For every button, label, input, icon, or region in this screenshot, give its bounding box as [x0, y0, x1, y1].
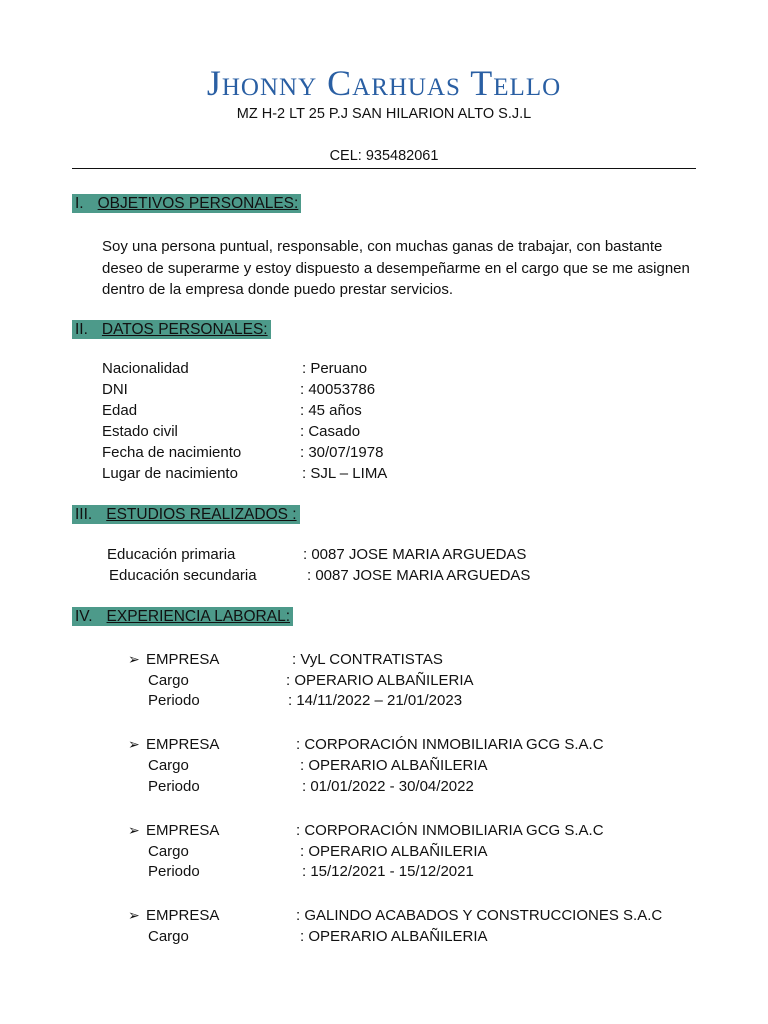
arrow-bullet-icon: ➢	[128, 651, 140, 667]
field-label: Cargo	[148, 843, 189, 860]
section-title-experience	[72, 607, 293, 626]
job-period: : 01/01/2022 - 30/04/2022	[302, 778, 474, 795]
field-value: : Casado	[300, 423, 361, 440]
job-cargo: : OPERARIO ALBAÑILERIA	[300, 757, 488, 774]
field-value: : 45 años	[300, 402, 362, 419]
field-label: Educación primaria	[107, 546, 236, 563]
section-heading: OBJETIVOS PERSONALES:	[97, 195, 299, 212]
field-label: Periodo	[148, 863, 200, 880]
field-value: : 40053786	[300, 381, 376, 398]
section-number: I.	[75, 195, 84, 212]
section-title-objectives	[72, 194, 301, 213]
job-company: : GALINDO ACABADOS Y CONSTRUCCIONES S.A.C	[296, 907, 663, 924]
candidate-name: Jhonny Carhuas Tello	[206, 63, 562, 103]
section-heading: EXPERIENCIA LABORAL:	[106, 608, 291, 625]
field-value: : 0087 JOSE MARIA ARGUEDAS	[307, 567, 531, 584]
candidate-address: MZ H-2 LT 25 P.J SAN HILARION ALTO S.J.L	[236, 106, 532, 122]
field-label: EMPRESA	[146, 907, 220, 924]
section-title-studies	[72, 505, 300, 524]
field-label: DNI	[102, 381, 128, 398]
field-label: EMPRESA	[146, 822, 220, 839]
job-company: : CORPORACIÓN INMOBILIARIA GCG S.A.C	[296, 736, 604, 753]
section-number: IV.	[75, 608, 93, 625]
job-period: : 15/12/2021 - 15/12/2021	[302, 863, 474, 880]
field-label: EMPRESA	[146, 736, 220, 753]
field-label: Educación secundaria	[109, 567, 257, 584]
job-period: : 14/11/2022 – 21/01/2023	[288, 692, 463, 709]
field-label: Lugar de nacimiento	[102, 465, 238, 482]
job-company: : CORPORACIÓN INMOBILIARIA GCG S.A.C	[296, 822, 604, 839]
job-cargo: : OPERARIO ALBAÑILERIA	[300, 843, 488, 860]
field-label: Cargo	[148, 757, 189, 774]
arrow-bullet-icon: ➢	[128, 822, 140, 838]
field-label: EMPRESA	[146, 651, 220, 668]
field-value: : 0087 JOSE MARIA ARGUEDAS	[303, 546, 527, 563]
section-number: III.	[75, 506, 93, 523]
field-label: Cargo	[148, 672, 189, 689]
field-label: Cargo	[148, 928, 189, 945]
job-cargo: : OPERARIO ALBAÑILERIA	[286, 672, 474, 689]
field-label: Estado civil	[102, 423, 178, 440]
field-value: : 30/07/1978	[300, 444, 384, 461]
section-title-personal-data	[72, 320, 271, 339]
field-label: Periodo	[148, 778, 200, 795]
field-label: Nacionalidad	[102, 360, 189, 377]
field-value: : SJL – LIMA	[302, 465, 388, 482]
field-value: : Peruano	[302, 360, 368, 377]
field-label: Fecha de nacimiento	[102, 444, 242, 461]
section-heading: DATOS PERSONALES:	[101, 321, 268, 338]
section-number: II.	[75, 321, 88, 338]
candidate-phone: CEL: 935482061	[329, 148, 439, 164]
field-label: Edad	[102, 402, 138, 419]
arrow-bullet-icon: ➢	[128, 736, 140, 752]
job-cargo: : OPERARIO ALBAÑILERIA	[300, 928, 488, 945]
field-label: Periodo	[148, 692, 200, 709]
objective-paragraph: Soy una persona puntual, responsable, con muchas ganas de trabajar, con bastante deseo de superarme y estoy dispuesto a desempeñarme en el cargo que se me asignen dentro de la empresa donde puedo prestar servicios.	[102, 238, 690, 298]
arrow-bullet-icon: ➢	[128, 907, 140, 923]
job-company: : VyL CONTRATISTAS	[292, 651, 443, 668]
header-divider	[72, 168, 696, 169]
section-heading: ESTUDIOS REALIZADOS :	[106, 506, 297, 523]
